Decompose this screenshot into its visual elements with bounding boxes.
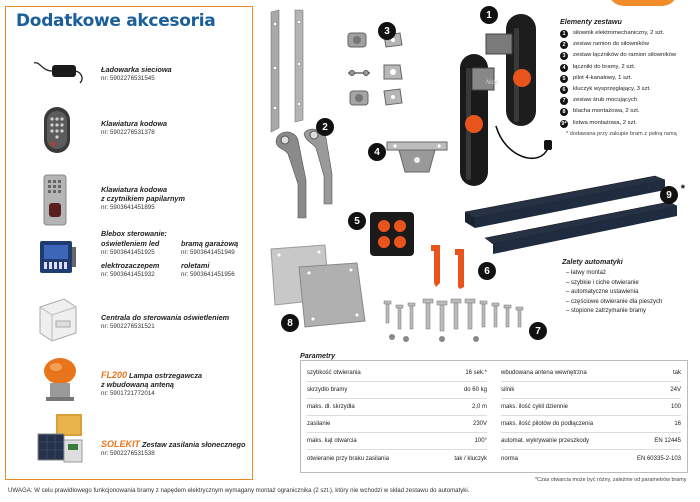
fl200-nr: nr: 5901721772014 <box>101 390 155 397</box>
kit-elements-list <box>560 17 695 137</box>
solar-kit-image <box>34 412 86 470</box>
parameter-label: norma <box>501 455 519 462</box>
element-number: 4 <box>560 64 568 72</box>
parameter-value: 230V <box>472 421 487 427</box>
element-text: siłownik elektromechaniczny, 2 szt. <box>573 30 665 36</box>
release-keys-image <box>428 243 472 291</box>
advantage-item: – częściowe otwieranie dla pieszych <box>566 298 663 305</box>
parameter-value: 16 sek.* <box>465 370 487 376</box>
parameter-value: 100 <box>670 404 681 410</box>
blebox-electric-nr: nr: 5903641451932 <box>101 271 155 278</box>
parameters-left-column <box>307 365 487 472</box>
parameter-row <box>307 450 487 467</box>
lighting-central-image <box>36 297 80 341</box>
parameters-table <box>300 360 688 473</box>
advantages-list <box>562 257 692 317</box>
parameter-label: wbudowana antena wewnętrzna <box>501 370 587 376</box>
blebox-led-label: oświetleniem led <box>101 239 160 248</box>
parameter-row <box>501 450 681 467</box>
parameters-title: Parametry <box>300 351 336 360</box>
element-row <box>560 108 695 116</box>
parameter-row <box>501 382 681 399</box>
element-number: 9* <box>561 120 567 127</box>
parameter-label: silnik <box>501 387 515 393</box>
parameter-value: tak <box>672 370 681 376</box>
keypad-name: Klawiatura kodowa <box>101 119 168 128</box>
advantage-item: – stopione zatrzymanie bramy <box>566 308 647 314</box>
parameter-value: EN 12445 <box>654 438 681 444</box>
solekit-name-text: Zestaw zasilania słonecznego <box>140 440 246 449</box>
parameter-value: EN 60335-2-103 <box>636 455 681 462</box>
parameter-row <box>501 399 681 416</box>
fl200-name-line2: z wbudowaną anteną <box>101 380 174 389</box>
parameters-footnote: *Czas otwarcia może być różny, zależnie od parametrów bramy <box>535 477 687 483</box>
fingerprint-keypad-name-2: z czytnikiem papilarnym <box>101 194 185 203</box>
parameter-row <box>307 365 487 382</box>
curved-arms-image <box>268 128 348 228</box>
fl200-name <box>101 371 202 380</box>
element-row <box>560 86 695 94</box>
advantage-item: – łatwy montaż <box>566 270 607 276</box>
kit-label-5: 5 <box>348 212 366 230</box>
blebox-led-nr: nr: 5903641451925 <box>101 249 155 256</box>
element-text: pilot 4-kanałowy, 1 szt. <box>573 74 633 81</box>
kit-label-6: 6 <box>478 262 496 280</box>
parameters-right-column <box>501 365 681 472</box>
parameter-row <box>307 399 487 416</box>
fl200-name-line1: Lampa ostrzegawcza <box>127 371 203 380</box>
parameter-label: szybkość otwierania <box>307 370 361 376</box>
element-text: listwa montażowa, 2 szt. <box>573 119 637 126</box>
parameter-label: maks. kąt otwarcia <box>307 438 357 444</box>
element-text: zestaw łączników do ramion siłowników <box>573 52 677 59</box>
parameter-label: otwieranie przy braku zasilania <box>307 455 390 462</box>
element-row <box>560 41 695 49</box>
element-row <box>560 52 695 60</box>
element-number: 1 <box>560 30 568 38</box>
solekit-brand: SOLEKIT <box>101 439 141 449</box>
motor-brand-logo: Nice <box>486 80 499 86</box>
element-row <box>560 30 695 38</box>
element-text: zestaw śrub mocujących <box>573 97 638 104</box>
accessories-panel <box>5 6 253 480</box>
element-row <box>560 120 695 128</box>
kit-label-9: 9 * <box>660 186 678 204</box>
parameter-label: skrzydło bramy <box>307 387 348 393</box>
advantage-item: – automatyczne ustawienia <box>566 289 639 295</box>
remote-control-image <box>368 210 416 258</box>
element-number: 6 <box>560 86 568 94</box>
fingerprint-keypad-image <box>42 173 68 227</box>
kit-label-1: 1 <box>480 6 498 24</box>
arm-bars-image <box>265 8 315 138</box>
parameter-value: 2,0 m <box>471 404 487 410</box>
element-number: 2 <box>560 41 568 49</box>
keypad-nr: nr: 5902276531378 <box>101 129 155 136</box>
mounting-bars-image <box>455 172 680 257</box>
blebox-image <box>38 237 78 277</box>
elements-note: * dodawana przy zakupie bram z pełną ramą <box>566 130 677 137</box>
element-text: blacha montażowa, 2 szt. <box>573 108 640 115</box>
element-text: kluczyk wysprzęglający, 3 szt. <box>573 85 651 92</box>
element-row <box>560 75 695 83</box>
parameter-value: do 60 kg <box>463 387 487 393</box>
element-text: łączniki do bramy, 2 szt. <box>573 63 636 70</box>
blebox-blinds-label: roletami <box>181 261 210 270</box>
brand-corner-accent <box>608 0 678 6</box>
motors-image <box>450 8 570 193</box>
element-row <box>560 64 695 72</box>
elements-title: Elementy zestawu <box>560 17 622 26</box>
accessories-title: Dodatkowe akcesoria <box>16 11 216 31</box>
element-number: 5 <box>560 75 568 83</box>
parameter-value: 16 <box>674 421 681 427</box>
lighting-central-nr: nr: 5902276531521 <box>101 323 155 330</box>
parameter-row <box>307 416 487 433</box>
warning-note: UWAGA: W celu prawidłowego funkcjonowania bramy z napędem elektrycznym wymagany montaż ogranicznika (2 szt.), który nie wchodzi w skład zestawu do automatyki. <box>8 487 470 494</box>
parameter-value: 100° <box>474 438 487 444</box>
parameter-value: tak / kluczyk <box>454 455 487 462</box>
parameter-label: automat. wykrywanie przeszkody <box>501 438 590 444</box>
parameter-row <box>307 382 487 399</box>
keypad-image <box>42 105 72 155</box>
charger-image <box>34 57 84 87</box>
element-text: zestaw ramion do siłowników <box>573 41 649 48</box>
blebox-electric-label: elektrozaczepem <box>101 261 160 270</box>
charger-name: Ładowarka sieciowa <box>101 65 172 74</box>
parameter-row <box>501 416 681 433</box>
blebox-gate-nr: nr: 5903641451949 <box>181 249 235 256</box>
element-number: 7 <box>560 97 568 105</box>
parameter-label: maks. ilość pilotów do podłączenia <box>501 421 594 427</box>
fingerprint-keypad-name-1: Klawiatura kodowa <box>101 185 168 194</box>
fl200-brand: FL200 <box>101 370 128 380</box>
kit-label-7: 7 <box>529 322 547 340</box>
blebox-gate-label: bramą garażową <box>181 239 239 248</box>
advantages-title: Zalety automatyki <box>562 257 623 266</box>
arm-connectors-image <box>340 25 420 115</box>
parameter-label: maks. ilość cykli dziennie <box>501 404 569 410</box>
warning-lamp-image <box>40 357 80 403</box>
lighting-central-name: Centrala do sterowania oświetleniem <box>101 313 230 322</box>
gate-bracket-image <box>385 132 455 182</box>
accessory-blebox[interactable] <box>6 227 252 287</box>
kit-label-2: 2 <box>316 118 334 136</box>
blebox-blinds-nr: nr: 5903641451956 <box>181 271 235 278</box>
parameter-label: maks. dł. skrzydła <box>307 404 355 410</box>
mounting-bolts-image <box>380 293 545 348</box>
kit-label-8: 8 <box>281 314 299 332</box>
kit-label-3: 3 <box>378 22 396 40</box>
parameter-label: zasilanie <box>307 421 331 427</box>
kit-label-4: 4 <box>368 143 386 161</box>
solekit-nr: nr: 5902276531538 <box>101 450 155 457</box>
parameter-row <box>307 433 487 450</box>
blebox-title: Blebox sterowanie: <box>101 229 167 238</box>
fingerprint-keypad-nr: nr: 5903641451895 <box>101 204 155 211</box>
element-number: 3 <box>560 52 568 60</box>
parameter-row <box>501 433 681 450</box>
element-row <box>560 97 695 105</box>
parameter-row <box>501 365 681 382</box>
charger-nr: nr: 5902276531545 <box>101 75 155 82</box>
element-number: 8 <box>560 108 568 116</box>
solekit-name <box>101 440 245 449</box>
parameter-value: 24V <box>670 387 681 393</box>
advantage-item: – szybkie i ciche otwieranie <box>566 279 639 286</box>
